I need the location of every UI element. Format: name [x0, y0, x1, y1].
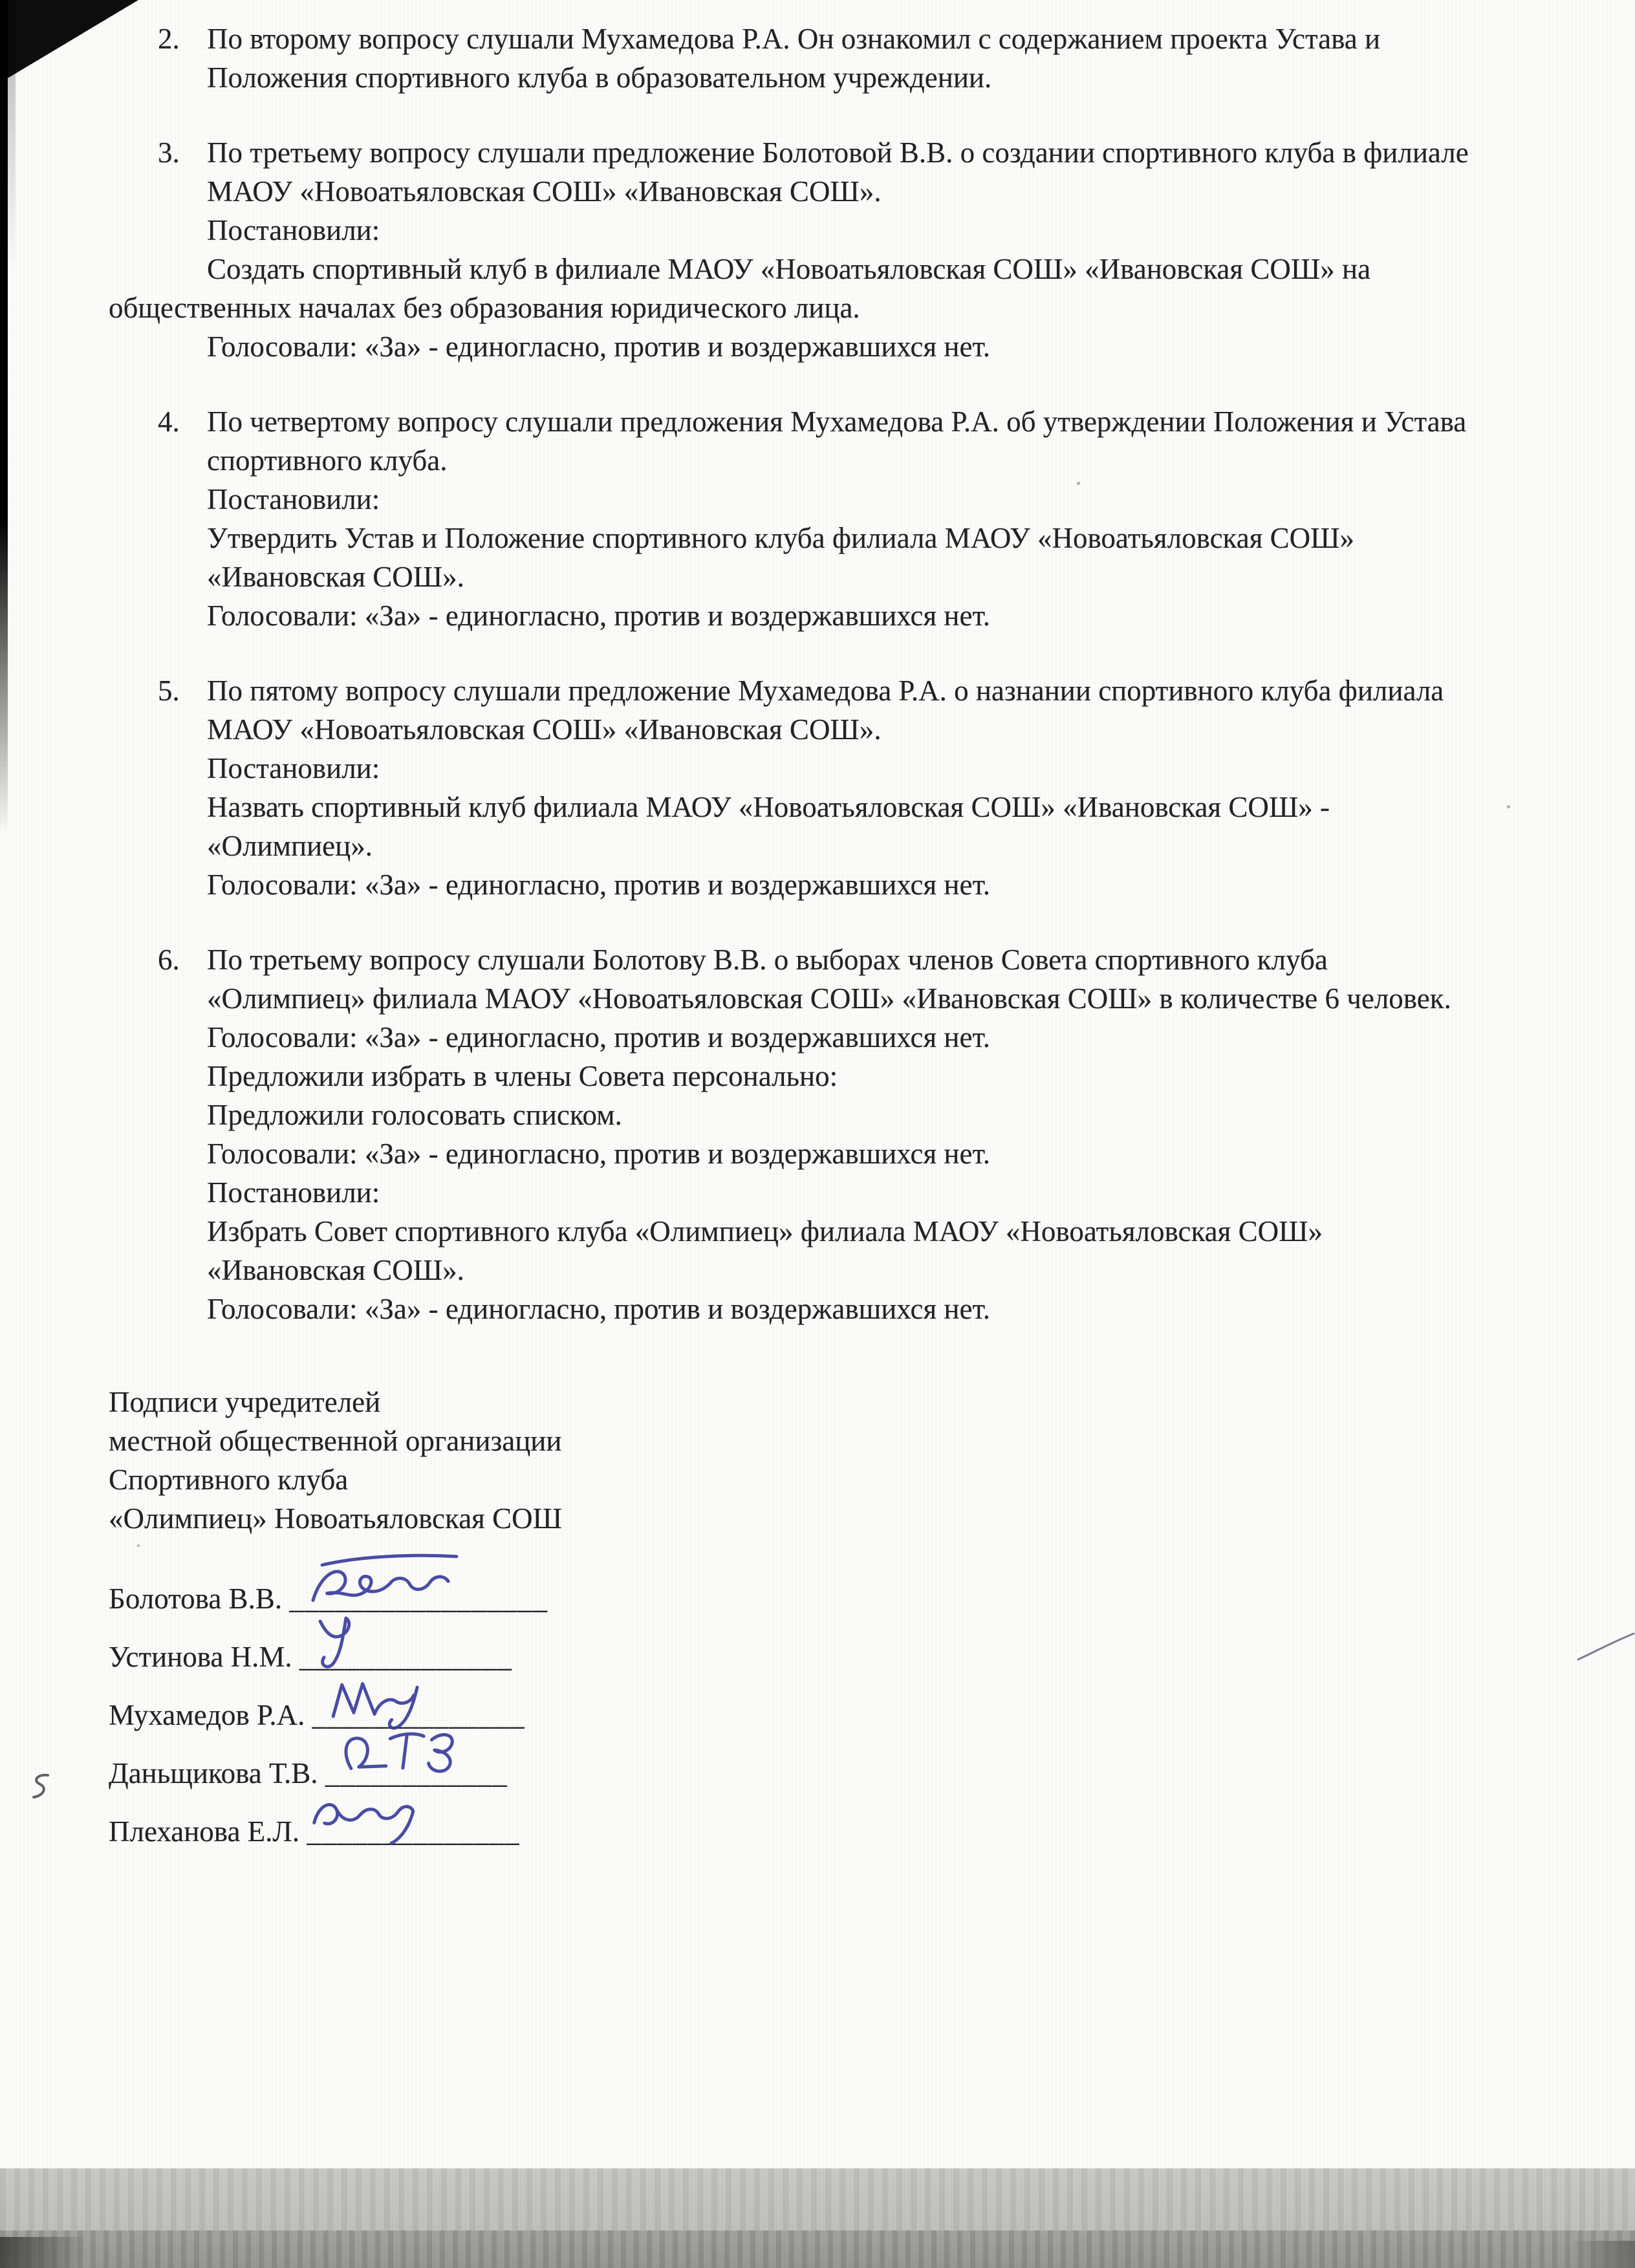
- signature-row: [109, 1637, 1488, 1676]
- stray-pen-mark-left: [26, 1769, 56, 1805]
- scanner-edge-shadow-soft: [8, 0, 16, 272]
- signatory-name: Болотова В.В.: [109, 1582, 283, 1615]
- founders-signature-heading: [109, 1383, 1488, 1538]
- agenda-item-5: [158, 671, 1488, 904]
- agenda-item-paragraph: По второму вопросу слушали Мухамедова Р.А. Он ознакомил с содержанием проекта Устава и Положения спортивного клуба в образовательном учреждении.: [207, 23, 1381, 94]
- signature-line: ______________: [299, 1641, 512, 1673]
- signatory-name: Мухамедов Р.А.: [109, 1699, 305, 1731]
- signature-row: [109, 1579, 1488, 1618]
- agenda-item-paragraph: Предложили голосовать списком.: [207, 1099, 622, 1131]
- scanner-edge-shadow: [0, 0, 8, 834]
- signatory-name: Даньщикова Т.В.: [109, 1757, 318, 1789]
- agenda-item-paragraph: По четвертому вопросу слушали предложения Мухамедова Р.А. об утверждении Положения и Устава спортивного клуба.: [207, 405, 1467, 477]
- agenda-item-4: [158, 402, 1488, 635]
- agenda-item-paragraph: Постановили:: [207, 1176, 380, 1209]
- signature-row: [109, 1812, 1488, 1851]
- agenda-item-paragraph: Голосовали: «За» - единогласно, против и воздержавшихся нет.: [207, 1021, 991, 1053]
- agenda-item-3: [109, 133, 1488, 366]
- agenda-item-paragraph: Создать спортивный клуб в филиале МАОУ «Новоатьяловская СОШ» «Ивановская СОШ» на общественных началах без образования юридического лица.: [109, 253, 1371, 324]
- signatory-name: Устинова Н.М.: [109, 1641, 292, 1673]
- protocol-document: [109, 19, 1488, 1870]
- agenda-item-paragraph: Избрать Совет спортивного клуба «Олимпиец» филиала МАОУ «Новоатьяловская СОШ» «Ивановская СОШ».: [207, 1215, 1323, 1286]
- agenda-item-paragraph: Предложили избрать в члены Совета персонально:: [207, 1060, 838, 1092]
- agenda-item-paragraph: Голосовали: «За» - единогласно, против и воздержавшихся нет.: [207, 1293, 991, 1325]
- agenda-item-paragraph: Назвать спортивный клуб филиала МАОУ «Новоатьяловская СОШ» «Ивановская СОШ» - «Олимпиец».: [207, 791, 1330, 862]
- agenda-item-paragraph: Голосовали: «За» - единогласно, против и воздержавшихся нет.: [207, 599, 991, 632]
- signature-line: ______________: [307, 1815, 520, 1848]
- closing-line: Спортивного клуба: [109, 1463, 349, 1496]
- agenda-item-paragraph: Голосовали: «За» - единогласно, против и воздержавшихся нет.: [207, 869, 991, 901]
- agenda-item-paragraph: По пятому вопросу слушали предложение Мухамедова Р.А. о назнании спортивного клуба филиала МАОУ «Новоатьяловская СОШ» «Ивановская СОШ».: [207, 675, 1444, 746]
- closing-line: Подписи учредителей: [109, 1386, 381, 1418]
- signature-line: _________________: [289, 1582, 548, 1615]
- agenda-item-number: 4.: [158, 405, 180, 438]
- stray-pen-stroke-right: [1575, 1630, 1635, 1663]
- signatory-name: Плеханова Е.Л.: [109, 1815, 300, 1848]
- scan-band-light: [0, 2168, 1635, 2230]
- agenda-item-paragraph: Постановили:: [207, 483, 380, 515]
- agenda-item-paragraph: Постановили:: [207, 752, 380, 784]
- scanner-corner-shadow: [0, 0, 138, 83]
- agenda-item-6: [158, 940, 1488, 1328]
- scan-band-corner-left: [0, 2237, 84, 2268]
- signature-row: [109, 1754, 1488, 1793]
- agenda-item-number: 3.: [158, 136, 180, 169]
- scan-speck: [1507, 805, 1510, 808]
- scan-speck: [1077, 482, 1080, 485]
- agenda-item-paragraph: По третьему вопросу слушали предложение Болотовой В.В. о создании спортивного клуба в филиале МАОУ «Новоатьяловская СОШ» «Ивановская СОШ».: [207, 136, 1469, 208]
- signature-row: [109, 1696, 1488, 1734]
- agenda-item-number: 6.: [158, 944, 180, 976]
- agenda-item-paragraph: По третьему вопросу слушали Болотову В.В. о выборах членов Совета спортивного клуба «Олимпиец» филиала МАОУ «Новоатьяловская СОШ» «Ивановская СОШ» в количестве 6 человек.: [207, 944, 1451, 1015]
- scan-band-dark: [0, 2230, 1635, 2268]
- signature-line: ____________: [325, 1757, 508, 1789]
- scan-speck: [137, 1544, 140, 1547]
- signature-block: [109, 1579, 1488, 1851]
- agenda-item-paragraph: Утвердить Устав и Положение спортивного клуба филиала МАОУ «Новоатьяловская СОШ» «Ивановская СОШ».: [207, 522, 1355, 593]
- closing-line: местной общественной организации: [109, 1425, 562, 1457]
- closing-line: «Олимпиец» Новоатьяловская СОШ: [109, 1502, 563, 1535]
- agenda-item-paragraph: Постановили:: [207, 214, 380, 246]
- agenda-item-number: 2.: [158, 23, 180, 55]
- agenda-item-paragraph: Голосовали: «За» - единогласно, против и воздержавшихся нет.: [207, 330, 991, 363]
- agenda-list: [109, 19, 1488, 1328]
- scan-band-corner-right: [1573, 2241, 1635, 2268]
- agenda-item-2: [158, 19, 1488, 97]
- agenda-item-paragraph: Голосовали: «За» - единогласно, против и воздержавшихся нет.: [207, 1138, 991, 1170]
- signature-line: ______________: [312, 1699, 525, 1731]
- agenda-item-number: 5.: [158, 675, 180, 707]
